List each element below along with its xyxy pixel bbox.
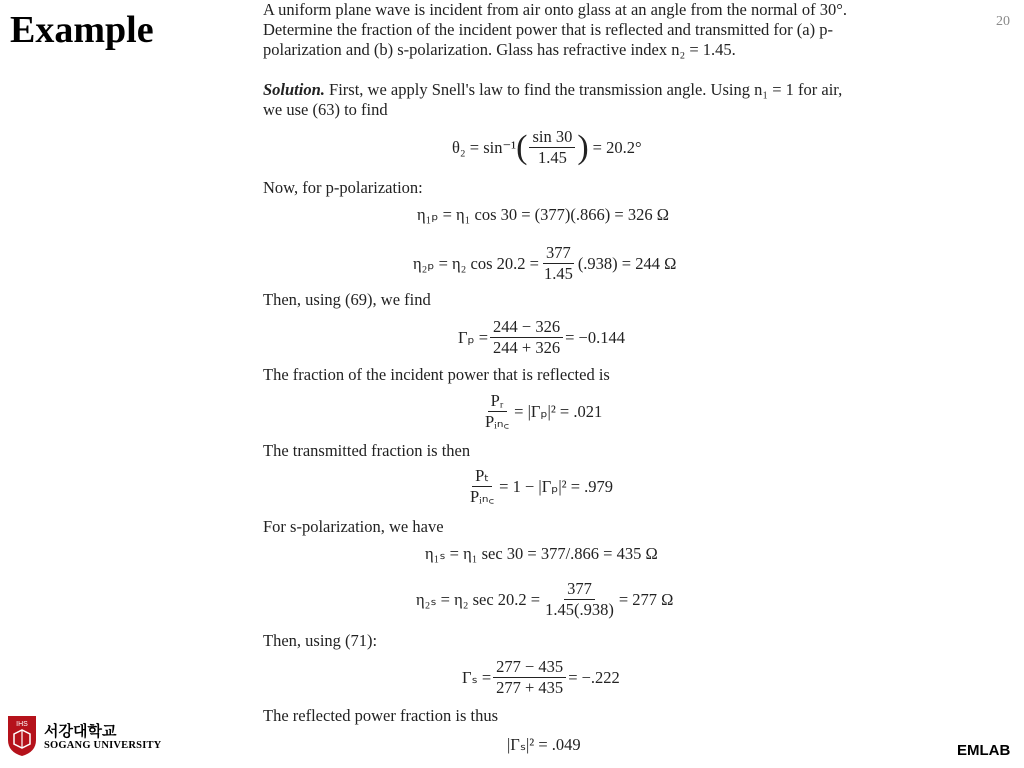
equation-gamma-s (462, 658, 620, 697)
equation-rhs: = 1 − |Γₚ|² = .979 (499, 476, 613, 496)
equation-theta2 (452, 128, 642, 167)
fraction-numerator: Pₜ (472, 467, 492, 487)
equation-pr-pinc (480, 392, 602, 431)
fraction (490, 318, 563, 357)
fraction-denominator: 1.45 (543, 264, 573, 283)
fraction (529, 128, 575, 167)
equation-rhs: = |Γₚ|² = .021 (514, 401, 603, 421)
fraction (482, 392, 512, 431)
s-polarization-intro: For s-polarization, we have (263, 517, 444, 536)
fraction-numerator: 244 − 326 (490, 318, 563, 338)
fraction-denominator: Pᵢₙ꜀ (485, 412, 510, 431)
fraction (542, 580, 617, 619)
p-polarization-intro: Now, for p-polarization: (263, 178, 423, 197)
solution-intro-line-1 (263, 80, 842, 100)
fraction-denominator: 1.45(.938) (545, 600, 614, 619)
fraction (493, 658, 566, 697)
solution-intro-text: First, we apply Snell's law to find the transmission angle. Using n₁ = 1 for air, (329, 80, 843, 99)
equation-gamma-s-squared: |Γₛ|² = .049 (507, 735, 581, 754)
fraction (467, 467, 497, 506)
university-logo (6, 714, 161, 758)
fraction-numerator: sin 30 (529, 128, 575, 148)
equation-lhs: θ₂ = sin⁻¹ (452, 137, 517, 157)
fraction-denominator: 244 + 326 (493, 338, 561, 357)
equation-rhs: (.938) = 244 Ω (577, 253, 677, 273)
reflected-s-intro: The reflected power fraction is thus (263, 706, 499, 725)
problem-line-3: polarization and (b) s-polarization. Glass has refractive index n₂ = 1.45. (263, 40, 736, 59)
equation-pt-pinc (465, 467, 613, 506)
university-name-english: SOGANG UNIVERSITY (44, 739, 162, 751)
fraction-denominator: Pᵢₙ꜀ (470, 487, 495, 506)
fraction-denominator: 1.45 (537, 148, 567, 167)
equation-lhs: Γₚ = (458, 327, 489, 347)
problem-line-2: Determine the fraction of the incident power that is reflected and transmitted for (a) p- (263, 20, 833, 39)
university-seal-icon (6, 714, 38, 758)
slide-title: Example (10, 9, 154, 51)
equation-lhs: η₂ₚ = η₂ cos 20.2 = (413, 253, 539, 273)
equation-rhs: = 277 Ω (618, 589, 674, 609)
equation-eta1p: η₁ₚ = η₁ cos 30 = (377)(.866) = 326 Ω (417, 205, 669, 224)
problem-line-1: A uniform plane wave is incident from air onto glass at an angle from the normal of 30°. (263, 0, 847, 19)
then-using-71: Then, using (71): (263, 631, 378, 650)
fraction-numerator: 277 − 435 (493, 658, 566, 678)
equation-rhs: = −0.144 (565, 327, 625, 347)
equation-eta2p (413, 244, 676, 283)
open-paren: ( (516, 128, 528, 166)
solution-intro-line-2: we use (63) to find (263, 100, 388, 119)
then-using-69: Then, using (69), we find (263, 290, 431, 309)
fraction-numerator: 377 (543, 244, 574, 264)
transmitted-intro: The transmitted fraction is then (263, 441, 471, 460)
footer-lab-name: EMLAB (957, 742, 1011, 759)
equation-rhs: = 20.2° (592, 137, 642, 157)
equation-eta2s (416, 580, 673, 619)
svg-text:IHS: IHS (16, 721, 28, 728)
fraction-denominator: 277 + 435 (496, 678, 564, 697)
university-name-korean: 서강대학교 (44, 721, 117, 740)
equation-gamma-p (458, 318, 625, 357)
fraction-numerator: Pᵣ (488, 392, 507, 412)
solution-label: Solution. (263, 80, 325, 99)
fraction-numerator: 377 (564, 580, 595, 600)
equation-eta1s: η₁ₛ = η₁ sec 30 = 377/.866 = 435 Ω (425, 544, 658, 563)
fraction (541, 244, 576, 283)
equation-lhs: η₂ₛ = η₂ sec 20.2 = (416, 589, 541, 609)
reflected-intro: The fraction of the incident power that is reflected is (263, 365, 610, 384)
equation-lhs: Γₛ = (462, 667, 492, 687)
close-paren: ) (577, 128, 589, 166)
equation-rhs: = −.222 (568, 667, 620, 687)
page-number: 20 (996, 14, 1010, 29)
